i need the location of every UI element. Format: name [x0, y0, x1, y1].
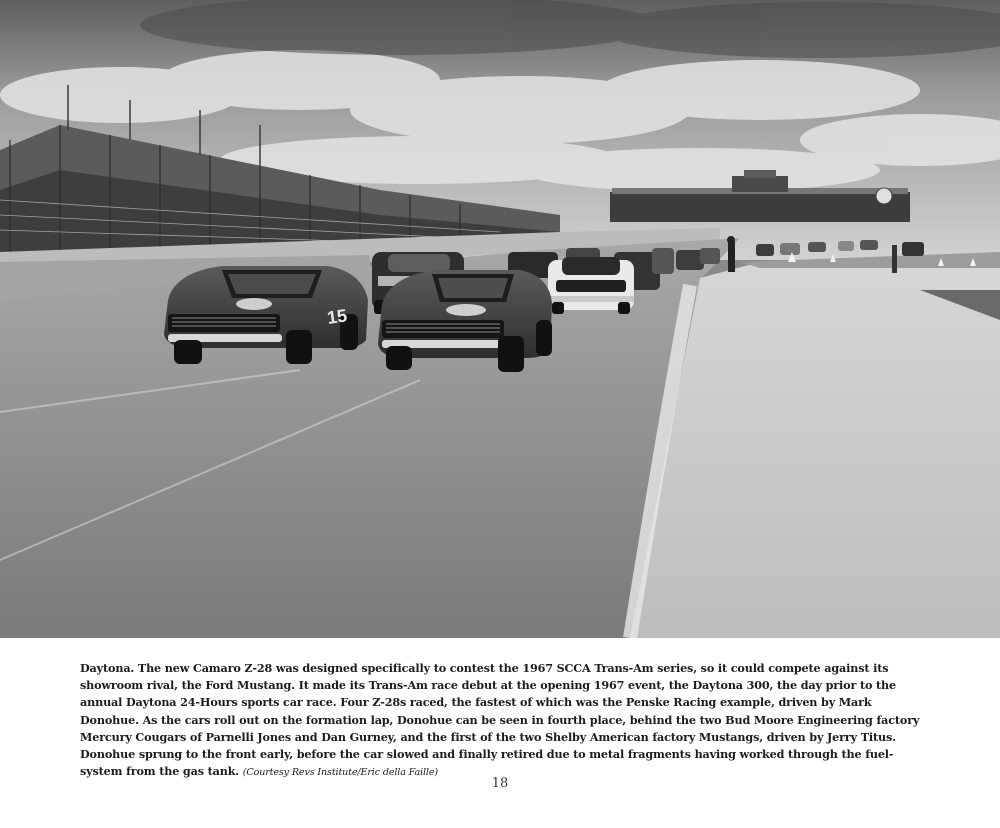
caption-text: Daytona. The new Camaro Z-28 was designed specifically to contest the 1967 SCCA Trans-Am series, so it could compete against its showroom rival, the Ford Mustang. It made its Trans-Am race debut at the opening 1967 event, the Daytona 300, the day prior to the annual Daytona 24-Hours sports car race. Four Z-28s raced, the fastest of which was the Penske Racing example, driven by Mark Donohue. As the cars roll out on the formation lap, Donohue can be seen in fourth place, behind the two Bud Moore Engineering factory Mercury Cougars of Parnelli Jones and Dan Gurney, and the first of the two Shelby American factory Mustangs, driven by Jerry Titus. Donohue sprung to the front early, before the car slowed and finally retired due to metal fragments having worked through the fuel-system from the gas tank. — [80, 661, 920, 779]
car-number-15: 15 — [325, 305, 349, 328]
caption-credit: (Courtesy Revs Institute/Eric della Faille) — [242, 767, 438, 779]
photo-caption — [80, 660, 920, 781]
mustang-car — [548, 257, 634, 314]
cougar-car-16 — [378, 270, 552, 372]
page-number: 18 — [491, 776, 509, 791]
